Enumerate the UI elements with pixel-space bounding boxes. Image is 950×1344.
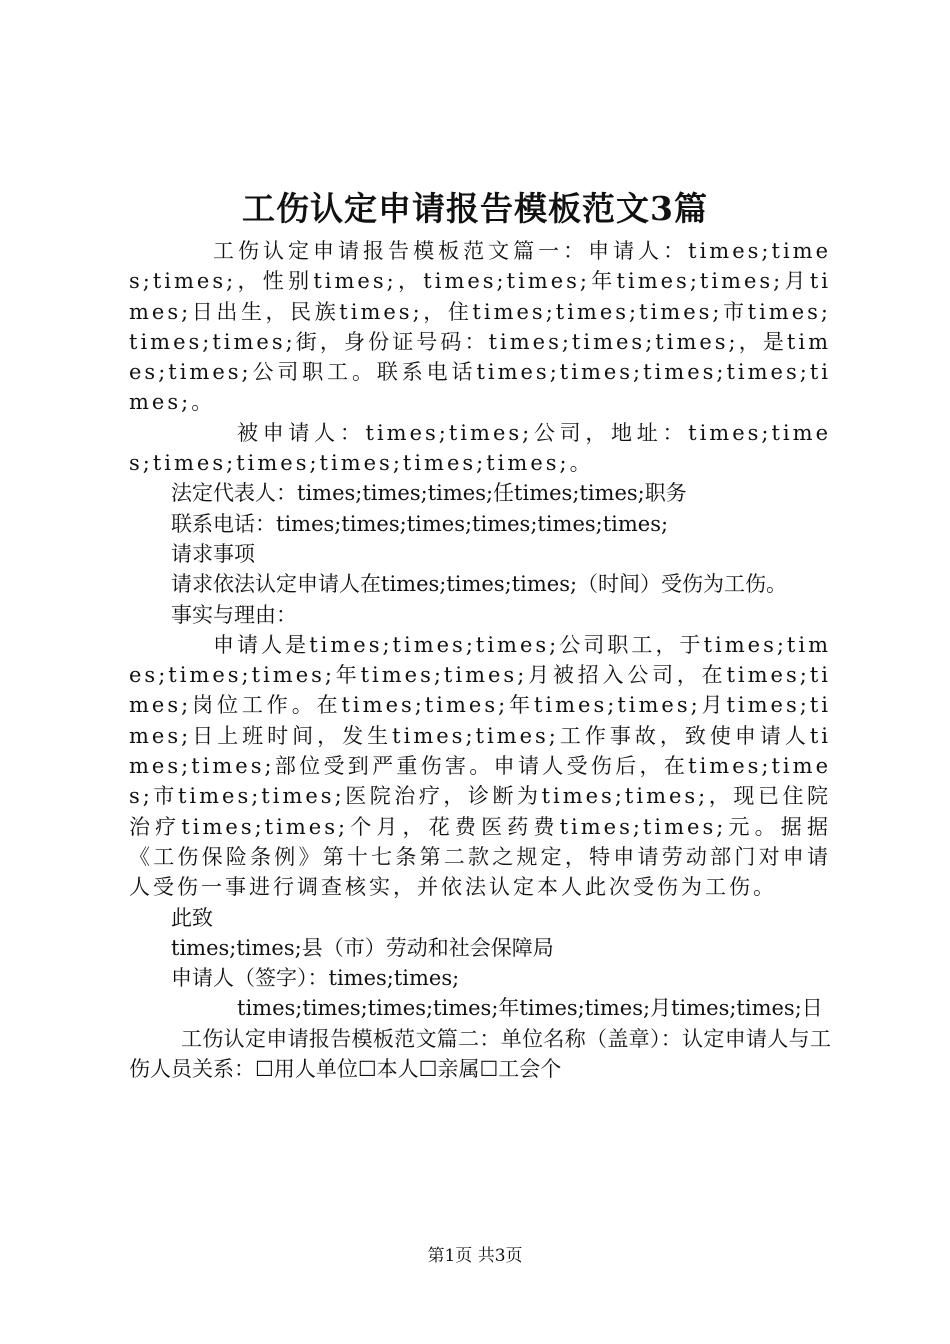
paragraph-salutation: 此致 bbox=[171, 905, 213, 930]
document-title: 工伤认定申请报告模板范文3篇 bbox=[242, 189, 708, 228]
paragraph-signature: 申请人（签字）：times;times; bbox=[171, 966, 460, 991]
paragraph-template-two: 工伤认定申请报告模板范文篇二：单位名称（盖章）：认定申请人与工伤人员关系：☐用人单位☐本人☐亲属☐工会个 bbox=[129, 1026, 831, 1082]
paragraph-respondent: 被申请人：times;times;公司，地址：times;times;times;times;times;times;times;。 bbox=[129, 420, 831, 476]
page-footer: 第1页 共3页 bbox=[427, 1246, 523, 1266]
paragraph-request: 请求依法认定申请人在times;times;times;（时间）受伤为工伤。 bbox=[171, 572, 788, 597]
document-body bbox=[129, 236, 831, 1084]
paragraph-applicant: 工伤认定申请报告模板范文篇一：申请人：times;times;times;，性别times;，times;times;年times;times;月times;日出生，民族times;，住times;times;times;市times;times;times;街，身份证号码：times;times;times;，是times;times;公司职工。联系电话times;times;times;times;times;。 bbox=[129, 239, 831, 415]
paragraph-recipient: times;times;县（市）劳动和社会保障局 bbox=[171, 935, 554, 960]
heading-request-items: 请求事项 bbox=[171, 541, 255, 566]
paragraph-date: times;times;times;times;年times;times;月times;times;日 bbox=[237, 996, 823, 1021]
paragraph-contact-phone: 联系电话：times;times;times;times;times;times; bbox=[171, 511, 669, 536]
paragraph-legal-representative: 法定代表人：times;times;times;任times;times;职务 bbox=[171, 481, 687, 506]
paragraph-facts: 申请人是times;times;times;公司职工，于times;times;times;times;年times;times;月被招入公司，在times;times;岗位工作。在times;times;年times;times;月times;times;日上班时间，发生times;times;工作事故，致使申请人times;times;部位受到严重伤害。申请人受伤后，在times;times;市times;times;医院治疗，诊断为times;times;，现已住院治疗times;times;个月，花费医药费times;times;元。据据《工伤保险条例》第十七条第二款之规定，特申请劳动部门对申请人受伤一事进行调查核实，并依法认定本人此次受伤为工伤。 bbox=[129, 632, 831, 900]
heading-facts-reasons: 事实与理由： bbox=[171, 602, 297, 627]
